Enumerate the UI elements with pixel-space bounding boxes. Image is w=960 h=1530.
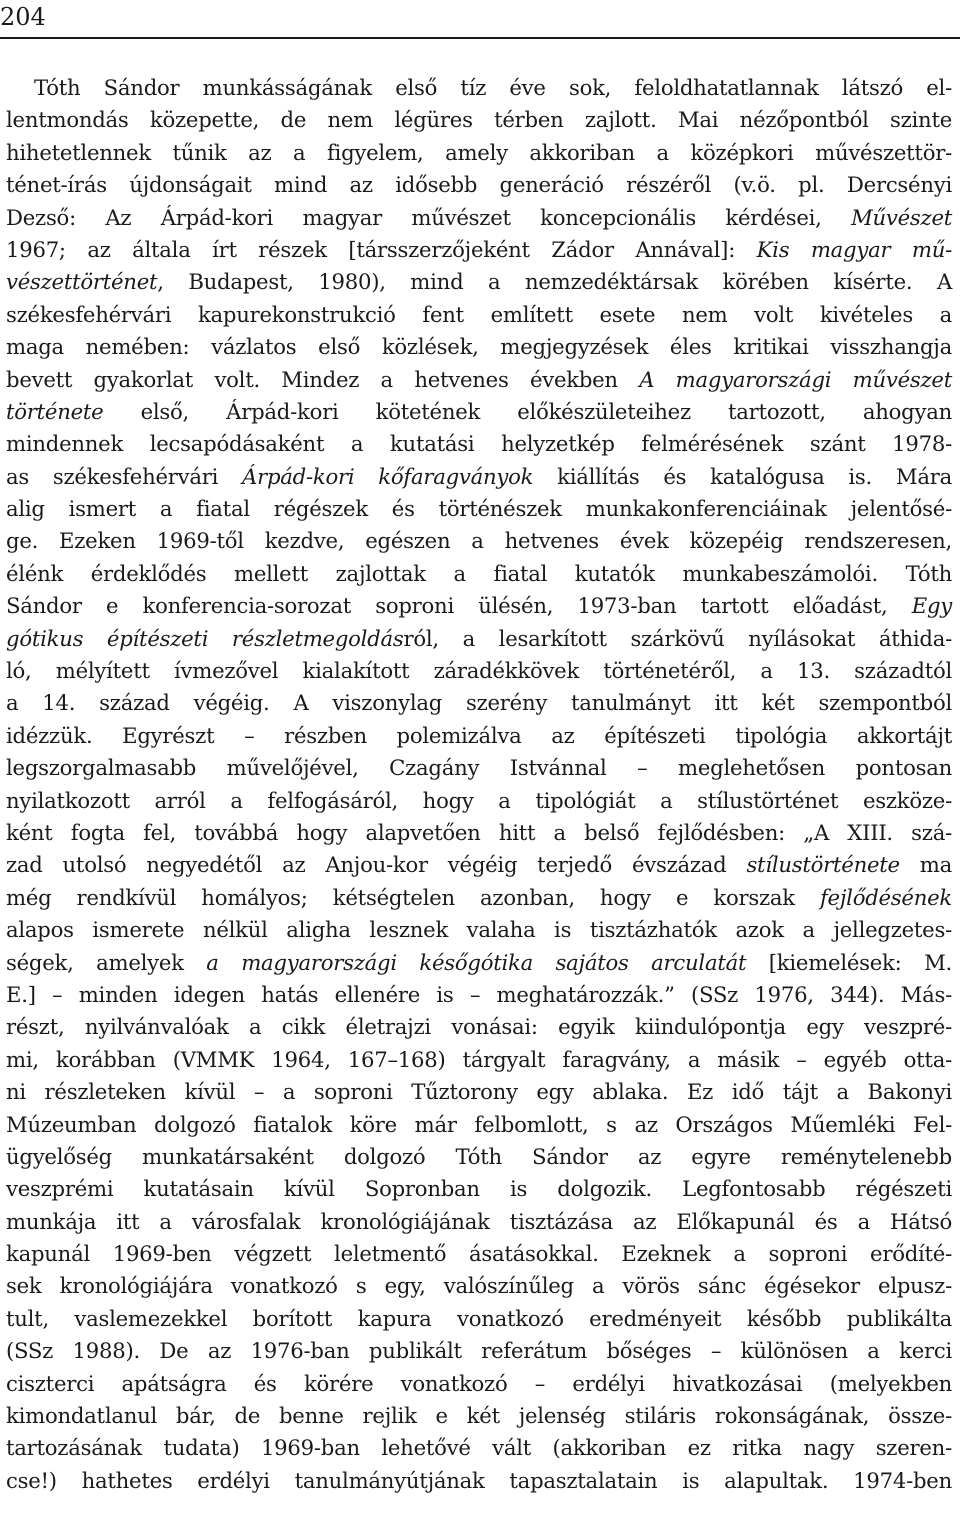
text-line: ségek, amelyek a magyarországi későgótika sajátos arculatát [kiemelések: M.	[6, 949, 952, 975]
text-line: ként fogta fel, továbbá hogy alapvetően hitt a belső fejlődésben: „A XIII. szá-	[6, 819, 952, 845]
text-line: Múzeumban dolgozó fiatalok köre már felbomlott, s az Országos Műemléki Fel-	[6, 1111, 952, 1137]
text-line: maga nemében: vázlatos első közlések, megjegyzések éles kritikai visszhangja	[6, 334, 952, 360]
text-line: Tóth Sándor munkásságának első tíz éve sok, feloldhatatlannak látszó el-	[34, 75, 952, 100]
text-line: legszorgalmasabb művelőjével, Czagány Istvánnal – meglehetősen pontosan	[6, 755, 952, 781]
text-line: Sándor e konferencia-sorozat soproni ülésén, 1973-ban tartott előadást, Egy	[6, 593, 952, 619]
text-line: cse!) hathetes erdélyi tanulmányútjának tapasztalatain is alapultak. 1974-ben	[6, 1467, 952, 1493]
text-line: bevett gyakorlat volt. Mindez a hetvenes években A magyarországi művészet	[6, 366, 952, 392]
text-line: kimondatlanul bár, de benne rejlik e két jelenség stiláris rokonságának, össze-	[6, 1403, 952, 1429]
text-line: idézzük. Egyrészt – részben polemizálva az építészeti tipológia akkortájt	[6, 722, 952, 748]
text-line: alapos ismerete nélkül aligha lesznek valaha is tisztázhatók azok a jellegzetes-	[6, 917, 952, 943]
text-line: Dezső: Az Árpád-kori magyar művészet koncepcionális kérdései, Művészet	[6, 204, 952, 230]
text-line: munkája itt a városfalak kronológiájának tisztázása az Előkapunál és a Hátsó	[6, 1208, 952, 1234]
text-line: mindennek lecsapódásaként a kutatási helyzetkép felmérésének szánt 1978-	[6, 431, 952, 457]
text-line: 1967; az általa írt részek [társszerzőjeként Zádor Annával]: Kis magyar mű-	[6, 236, 952, 262]
text-line: as székesfehérvári Árpád-kori kőfaragványok kiállítás és katalógusa is. Mára	[6, 463, 952, 489]
page-number: 204	[0, 3, 46, 31]
text-line: lentmondás közepette, de nem légüres térben zajlott. Mai nézőpontból szinte	[6, 107, 952, 133]
text-line: (SSz 1988). De az 1976-ban publikált referátum bőséges – különösen a kerci	[6, 1338, 952, 1364]
text-line: élénk érdeklődés mellett zajlottak a fiatal kutatók munkabeszámolói. Tóth	[6, 560, 952, 586]
text-line: E.] – minden idegen hatás ellenére is – meghatározzák.” (SSz 1976, 344). Más-	[6, 981, 952, 1007]
header-rule	[0, 37, 960, 39]
text-line: története első, Árpád-kori kötetének előkészületeihez tartozott, ahogyan	[6, 398, 952, 424]
text-line: zad utolsó negyedétől az Anjou-kor végéig terjedő évszázad stílustörténete ma	[6, 852, 952, 878]
text-line: gótikus építészeti részletmegoldásról, a lesarkított szárkövű nyílásokat áthida-	[6, 625, 952, 651]
text-line: tult, vaslemezekkel borított kapura vonatkozó eredményeit később publikálta	[6, 1305, 952, 1331]
text-line: tartozásának tudata) 1969-ban lehetővé vált (akkoriban ez ritka nagy szeren-	[6, 1435, 952, 1461]
text-line: részt, nyilvánvalóak a cikk életrajzi vonásai: egyik kiindulópontja egy veszpré-	[6, 1014, 952, 1040]
text-line: ni részleteken kívül – a soproni Tűztorony egy ablaka. Ez idő tájt a Bakonyi	[6, 1079, 952, 1105]
text-line: ciszterci apátságra és körére vonatkozó – erdélyi hivatkozásai (melyekben	[6, 1370, 952, 1396]
text-line: ló, mélyített ívmezővel kialakított záradékkövek történetéről, a 13. századtól	[6, 658, 952, 684]
text-line: hihetetlennek tűnik az a figyelem, amely akkoriban a középkori művészettör-	[6, 139, 952, 165]
text-line: ge. Ezeken 1969-től kezdve, egészen a hetvenes évek közepéig rendszeresen,	[6, 528, 952, 554]
text-line: sek kronológiájára vonatkozó s egy, valószínűleg a vörös sánc égésekor elpusz-	[6, 1273, 952, 1299]
text-line: veszprémi kutatásain kívül Sopronban is dolgozik. Legfontosabb régészeti	[6, 1176, 952, 1202]
text-line: nyilatkozott arról a felfogásáról, hogy a tipológiát a stílustörténet eszköze-	[6, 787, 952, 813]
body-text	[6, 72, 952, 1497]
text-line: ügyelőség munkatársaként dolgozó Tóth Sándor az egyre reménytelenebb	[6, 1143, 952, 1169]
text-line: alig ismert a fiatal régészek és történészek munkakonferenciáinak jelentősé-	[6, 496, 952, 522]
text-line: mi, korábban (VMMK 1964, 167–168) tárgyalt faragvány, a másik – egyéb otta-	[6, 1046, 952, 1072]
text-line: ténet-írás újdonságait mind az idősebb generáció részéről (v.ö. pl. Dercsényi	[6, 172, 952, 198]
text-line: kapunál 1969-ben végzett leletmentő ásatásokkal. Ezeknek a soproni erődíté-	[6, 1241, 952, 1267]
text-line: székesfehérvári kapurekonstrukció fent említett esete nem volt kivételes a	[6, 301, 952, 327]
text-line: a 14. század végéig. A viszonylag szerény tanulmányt itt két szempontból	[6, 690, 952, 716]
text-line: vészettörténet, Budapest, 1980), mind a nemzedéktársak körében kísérte. A	[6, 269, 952, 295]
text-line: még rendkívül homályos; kétségtelen azonban, hogy e korszak fejlődésének	[6, 884, 952, 910]
